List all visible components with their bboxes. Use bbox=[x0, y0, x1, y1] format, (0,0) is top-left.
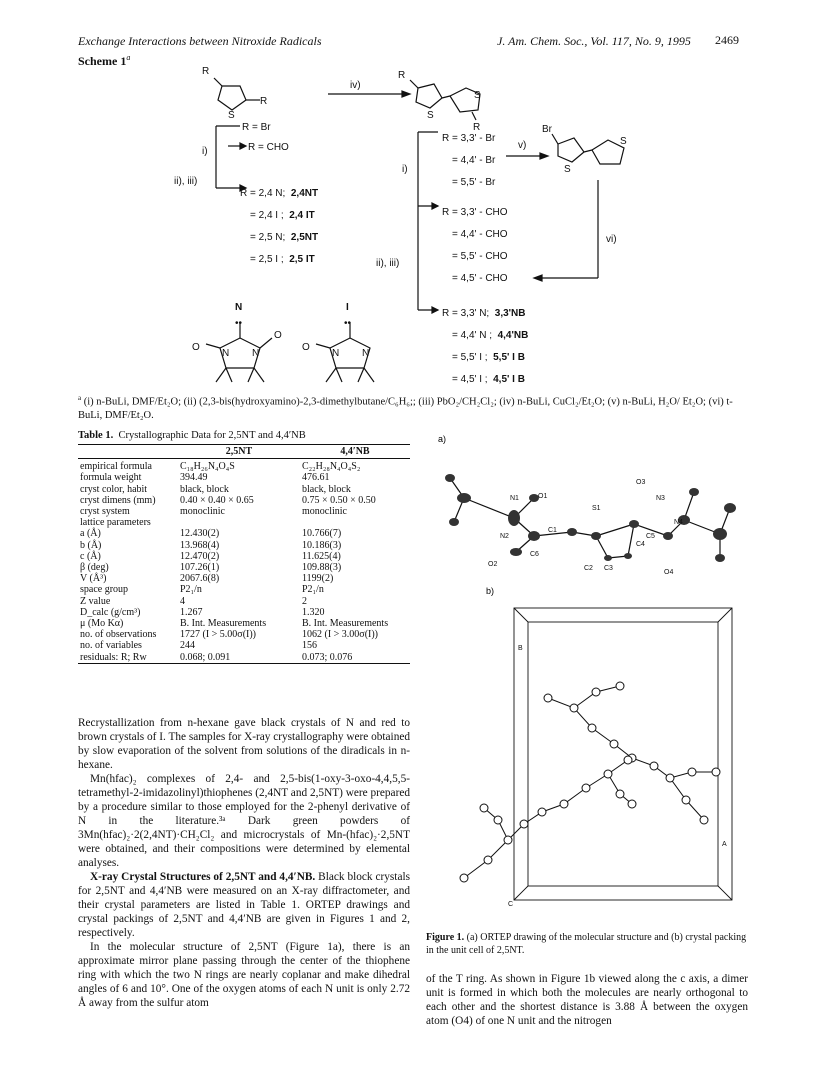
section-heading: X-ray Crystal Structures of 2,5NT and 4,4′NB. bbox=[90, 871, 316, 883]
table-cell: c (Å) bbox=[80, 550, 101, 562]
figure-1 bbox=[424, 428, 754, 928]
atom-s: S bbox=[564, 164, 571, 175]
left-product-item bbox=[240, 249, 318, 271]
table-cell: 0.75 × 0.50 × 0.50 bbox=[302, 494, 376, 506]
packing-molecules bbox=[460, 682, 720, 882]
atom-r: R bbox=[398, 70, 406, 81]
product-r: = 4,5' I ; bbox=[452, 374, 488, 385]
radical-dots: •• bbox=[235, 318, 243, 329]
panel-label-a: a) bbox=[438, 434, 447, 444]
table-cell: cryst color, habit bbox=[80, 483, 148, 495]
scheme-title bbox=[78, 53, 130, 69]
bromo-list bbox=[442, 128, 495, 194]
running-head-left: Exchange Interactions between Nitroxide Radicals bbox=[78, 34, 322, 48]
left-product-item bbox=[240, 205, 318, 227]
table-cell: B. Int. Measurements bbox=[180, 618, 267, 630]
table-row bbox=[78, 652, 410, 664]
table-cell: residuals: R; Rw bbox=[80, 651, 147, 663]
paragraph: Mn(hfac)₂ complexes of 2,4- and 2,5-bis(1-oxy-3-oxo-4,4,5,5-tetramethyl-2-imidazolinyl)thiophenes (2,4NT and 2,5NT) were prepared by a procedure similar to those employed for the 2-phenyl derivative of N in the literature.³ᵃ Dark green powders of 3Mn(hfac)₂·2(2,4NT)·CH₂Cl₂ and microcrystals of Mn-(hfac)₂·2,5NT were obtained, and their compositions were determined by elemental analyses. bbox=[78, 773, 410, 869]
cell-axis-label: A bbox=[722, 841, 727, 848]
step-v: v) bbox=[518, 140, 527, 151]
table-row bbox=[78, 629, 410, 640]
atom-labels bbox=[488, 479, 683, 576]
table-cell: 156 bbox=[302, 640, 317, 652]
table-cell: C₁₈H₂₆N₄O₄S bbox=[180, 461, 235, 473]
running-head-journal: J. Am. Chem. Soc., Vol. 117, No. 9, 1995 bbox=[497, 34, 691, 48]
table-row bbox=[78, 472, 410, 483]
atom-label: S1 bbox=[592, 505, 601, 512]
atom-br: Br bbox=[542, 124, 552, 135]
label-i: I bbox=[346, 302, 349, 313]
table-cell: 4 bbox=[180, 595, 185, 607]
atom-label: C2 bbox=[584, 565, 593, 572]
table-cell: 2067.6(8) bbox=[180, 573, 220, 585]
atom-s: S bbox=[474, 90, 481, 101]
table-cell: no. of variables bbox=[80, 640, 142, 652]
table-cell: 0.073; 0.076 bbox=[302, 651, 353, 663]
step-i-right: i) bbox=[402, 164, 408, 175]
aldehyde-item: R = 3,3' - CHO bbox=[442, 207, 508, 218]
scheme-title-text: Scheme 1 bbox=[78, 54, 127, 68]
table-cell: β (deg) bbox=[80, 562, 109, 574]
table-row bbox=[78, 562, 410, 573]
product-code: 4,5' I B bbox=[493, 374, 525, 385]
table-cell: 10.766(7) bbox=[302, 528, 342, 540]
atom-label: O3 bbox=[636, 479, 646, 486]
left-product-item bbox=[240, 227, 318, 249]
cell-axis-label: B bbox=[518, 645, 523, 652]
table-cell: lattice parameters bbox=[80, 517, 151, 529]
scheme-title-sup: a bbox=[126, 53, 131, 62]
table-cell: Z value bbox=[80, 595, 111, 607]
table-cell: μ (Mo Kα) bbox=[80, 618, 124, 630]
product-r: = 2,5 N; bbox=[250, 232, 286, 243]
bithiophene-ring-1 bbox=[416, 84, 442, 108]
step-ii-iii-left: ii), iii) bbox=[174, 176, 198, 187]
table-body bbox=[78, 461, 410, 664]
step-vi: vi) bbox=[606, 234, 617, 245]
product-r: = 5,5' I ; bbox=[452, 352, 488, 363]
atom-r: R bbox=[260, 96, 268, 107]
table-cell: P2₁/n bbox=[180, 584, 202, 596]
table-cell: 13.968(4) bbox=[180, 539, 220, 551]
table-cell: 0.40 × 0.40 × 0.65 bbox=[180, 494, 254, 506]
product-code: 4,4'NB bbox=[497, 330, 529, 341]
figure-caption-label: Figure 1. bbox=[426, 932, 465, 943]
product-code: 2,4 IT bbox=[289, 210, 315, 221]
bromo-bithiophene-ring-1 bbox=[558, 138, 584, 162]
table-cell: 2 bbox=[302, 595, 307, 607]
atom-o: O bbox=[192, 342, 200, 353]
table-caption bbox=[78, 430, 410, 441]
table-cell: 1.320 bbox=[302, 606, 325, 618]
table-cell: monoclinic bbox=[302, 506, 347, 518]
scheme-footnote bbox=[78, 392, 740, 422]
atom-n: N bbox=[222, 348, 230, 359]
atom-n: N bbox=[332, 348, 340, 359]
table-cell: D_calc (g/cm³) bbox=[80, 606, 141, 618]
product-code: 5,5' I B bbox=[493, 352, 525, 363]
left-product-item bbox=[240, 183, 318, 205]
atom-n: N bbox=[252, 348, 260, 359]
table-cell: 244 bbox=[180, 640, 195, 652]
atom-o: O bbox=[302, 342, 310, 353]
section-paragraph bbox=[78, 870, 410, 940]
table-cell: 109.88(3) bbox=[302, 562, 342, 574]
atom-label: O4 bbox=[664, 569, 674, 576]
table-cell: 0.068; 0.091 bbox=[180, 651, 231, 663]
table-cell bbox=[178, 517, 300, 528]
atom-o: O bbox=[274, 330, 282, 341]
atom-r: R bbox=[473, 122, 481, 133]
atom-r: R bbox=[202, 66, 210, 77]
bromo-item: R = 3,3' - Br bbox=[442, 133, 496, 144]
column-header: 4,4′NB bbox=[340, 446, 370, 457]
table-cell: 12.430(2) bbox=[180, 528, 220, 540]
table-cell: space group bbox=[80, 584, 129, 596]
table-cell: P2₁/n bbox=[302, 584, 324, 596]
table-cell: monoclinic bbox=[180, 506, 225, 518]
panel-label-b: b) bbox=[486, 586, 495, 596]
aldehyde-item: = 4,5' - CHO bbox=[452, 273, 508, 284]
step-ii-iii-right: ii), iii) bbox=[376, 258, 400, 269]
table-cell: cryst dimens (mm) bbox=[80, 494, 156, 506]
atom-label: C1 bbox=[548, 527, 557, 534]
product-r: = 2,4 I ; bbox=[250, 210, 284, 221]
bromo-item: = 4,4' - Br bbox=[452, 155, 496, 166]
atom-label: N1 bbox=[510, 495, 519, 502]
product-r: R = 3,3' N; bbox=[442, 308, 490, 319]
product-code: 2,4NT bbox=[290, 188, 319, 199]
table-row bbox=[78, 596, 410, 607]
atom-label: N3 bbox=[656, 495, 665, 502]
aldehyde-list bbox=[442, 202, 508, 290]
section-text: Black block crystals for 2,5NT and 4,4′NB were measured on an X-ray diffractometer, and their crystal parameters are listed in Table 1. ORTEP drawings and crystal packings of 2,5NT and 4,4′NB are given in Figures 1 and 2, respectively. bbox=[78, 871, 410, 939]
right-product-list bbox=[442, 303, 528, 391]
column-header: 2,5NT bbox=[225, 446, 253, 457]
atom-label: N2 bbox=[500, 533, 509, 540]
table-row bbox=[78, 607, 410, 618]
table-row bbox=[78, 584, 410, 595]
table-row bbox=[78, 540, 410, 551]
product-code: 2,5 IT bbox=[289, 254, 315, 265]
product-code: 2,5NT bbox=[290, 232, 319, 243]
table-header bbox=[78, 444, 410, 459]
atom-label: C5 bbox=[646, 533, 655, 540]
table-row bbox=[78, 495, 410, 506]
table-cell: 10.186(3) bbox=[302, 539, 342, 551]
cell-axis-label: C bbox=[508, 901, 514, 908]
step-iv: iv) bbox=[350, 80, 361, 91]
right-product-item bbox=[442, 347, 528, 369]
footnote-text: (i) n-BuLi, DMF/Et₂O; (ii) (2,3-bis(hydroxyamino)-2,3-dimethylbutane/C₆H₆;; (iii) PbO₂/CH₂Cl₂; (iv) n-BuLi, CuCl₂/Et₂O; (v) n-BuLi, H₂O/ Et₂O; (vi) t-BuLi, DMF/Et₂O. bbox=[78, 396, 733, 421]
product-r: = 4,4' N ; bbox=[452, 330, 492, 341]
radical-dots: •• bbox=[344, 318, 352, 329]
table-cell: 12.470(2) bbox=[180, 550, 220, 562]
table-cell: 1.267 bbox=[180, 606, 203, 618]
step-i-left: i) bbox=[202, 146, 208, 157]
paragraph: of the T ring. As shown in Figure 1b viewed along the c axis, a dimer unit is formed in which both the molecules are nearly orthogonal to each other and the shortest distance is 3.88 Å between the oxygen atom (O4) of one N unit and the nitrogen bbox=[426, 973, 748, 1027]
atom-label: C4 bbox=[636, 541, 645, 548]
page-number: 2469 bbox=[715, 33, 739, 47]
atom-label: N4 bbox=[674, 519, 683, 526]
label-n: N bbox=[235, 302, 243, 313]
table-row bbox=[78, 528, 410, 539]
atom-label: O2 bbox=[488, 561, 498, 568]
table-caption-text: Crystallographic Data for 2,5NT and 4,4′NB bbox=[118, 430, 306, 441]
r-cho: R = CHO bbox=[248, 142, 289, 153]
right-product-item bbox=[442, 325, 528, 347]
table-row bbox=[78, 618, 410, 629]
left-column-text bbox=[78, 716, 410, 1010]
table-cell: 107.26(1) bbox=[180, 562, 220, 574]
table-caption-label: Table 1. bbox=[78, 430, 114, 441]
table-cell: a (Å) bbox=[80, 528, 101, 540]
table-cell: 1199(2) bbox=[302, 573, 334, 585]
table-cell: cryst system bbox=[80, 506, 130, 518]
right-product-item bbox=[442, 303, 528, 325]
atom-s: S bbox=[427, 110, 434, 121]
table-cell: C₂₂H₂₈N₄O₄S₂ bbox=[302, 461, 361, 473]
footnote-sup: a bbox=[78, 394, 82, 402]
table-row bbox=[78, 484, 410, 495]
table-cell: 394.49 bbox=[180, 472, 208, 484]
product-code: 3,3'NB bbox=[494, 308, 526, 319]
atom-s: S bbox=[228, 110, 235, 121]
left-product-list bbox=[240, 183, 318, 271]
paragraph: Recrystallization from n-hexane gave black crystals of N and red to brown crystals of I. The samples for X-ray crystallography were obtained by slow evaporation of the solvent from solutions of the diradicals in n-hexane. bbox=[78, 717, 411, 771]
table-cell: 1062 (I > 3.00σ(I)) bbox=[302, 629, 379, 641]
aldehyde-item: = 4,4' - CHO bbox=[452, 229, 508, 240]
table-cell: empirical formula bbox=[80, 461, 152, 473]
atom-label: O1 bbox=[538, 493, 548, 500]
bromo-item: = 5,5' - Br bbox=[452, 177, 496, 188]
table-cell: b (Å) bbox=[80, 539, 102, 551]
aldehyde-item: = 5,5' - CHO bbox=[452, 251, 508, 262]
table-cell: 11.625(4) bbox=[302, 550, 341, 562]
product-r: = 2,5 I ; bbox=[250, 254, 284, 265]
table-cell: black, block bbox=[180, 483, 229, 495]
table-cell: no. of observations bbox=[80, 629, 157, 641]
thiophene-ring-left bbox=[218, 86, 246, 110]
table-cell bbox=[300, 517, 410, 528]
table-row bbox=[78, 461, 410, 472]
table-cell: B. Int. Measurements bbox=[302, 618, 389, 630]
table-cell: 1727 (I > 5.00σ(I)) bbox=[180, 629, 257, 641]
atom-label: C6 bbox=[530, 551, 539, 558]
r-br: R = Br bbox=[242, 122, 271, 133]
atom-n: N bbox=[362, 348, 370, 359]
table-cell: formula weight bbox=[80, 472, 142, 484]
atom-label: C3 bbox=[604, 565, 613, 572]
atom-s: S bbox=[620, 136, 627, 147]
right-product-item bbox=[442, 369, 528, 391]
unit-cell bbox=[514, 608, 732, 900]
product-r: R = 2,4 N; bbox=[240, 188, 286, 199]
table-row bbox=[78, 640, 410, 651]
column-header bbox=[78, 446, 178, 457]
figure-caption bbox=[426, 932, 748, 957]
crystallographic-table bbox=[78, 430, 410, 664]
table-row bbox=[78, 551, 410, 562]
table-cell: 476.61 bbox=[302, 472, 330, 484]
paragraph: In the molecular structure of 2,5NT (Figure 1a), there is an approximate mirror plane passing through the center of the thiophene ring with which the two N rings are nearly coplanar and make dihedral angles of 6 and 10°. One of the oxygen atoms of each N unit is only 2.72 Å away from the sulfur atom bbox=[78, 941, 410, 1009]
figure-caption-text: (a) ORTEP drawing of the molecular structure and (b) crystal packing in the unit cell of 2,5NT. bbox=[426, 932, 747, 956]
table-cell: black, block bbox=[302, 483, 351, 495]
right-column-text bbox=[426, 972, 748, 1028]
table-cell: V (Å³) bbox=[80, 573, 107, 585]
table-row bbox=[78, 517, 410, 528]
table-row bbox=[78, 506, 410, 517]
table-row bbox=[78, 573, 410, 584]
